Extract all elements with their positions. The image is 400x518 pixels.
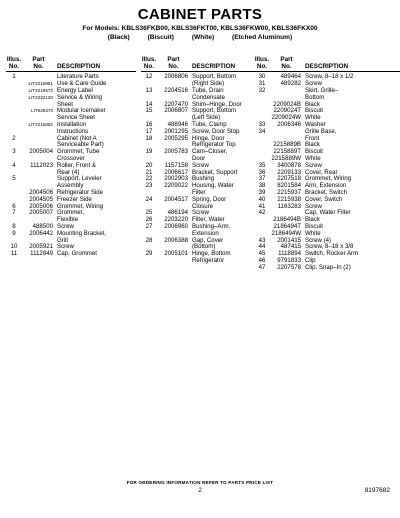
part-description: Housing, Water Filter — [192, 182, 234, 196]
illus-number: 41 — [258, 202, 266, 210]
illus-number: 17 — [145, 127, 153, 135]
variant-white: (White) — [191, 33, 215, 41]
header-part-no: Part No. — [167, 56, 180, 71]
illus-number — [254, 108, 270, 115]
part-number: 2001415 — [277, 236, 301, 244]
part-number: 489282 — [280, 80, 301, 88]
header-description: DESCRIPTION — [57, 63, 101, 71]
part-description: Support, Leveler Assembly — [57, 175, 102, 190]
illus-number — [6, 108, 22, 122]
part-description: Screw — [305, 202, 322, 210]
illus-number: 14 — [145, 100, 153, 108]
part-description: Grommet, Flexible — [57, 209, 85, 224]
part-description: Cover, Switch — [305, 195, 343, 203]
part-description: Filter, Water — [192, 216, 225, 224]
illus-number: 34 — [258, 127, 266, 135]
part-description: Grommet, Wiring — [57, 202, 104, 210]
part-row — [6, 149, 136, 163]
part-number: 1163283 — [277, 202, 301, 210]
header-part-no: Part No. — [280, 56, 293, 71]
part-number: 2207518 — [277, 175, 301, 183]
part-number: LIT2215851 — [28, 81, 53, 87]
column-header — [6, 56, 136, 72]
header-illus-no: Illus. No. — [6, 56, 22, 71]
part-description: Installation Instructions — [57, 120, 89, 135]
part-row — [6, 95, 136, 109]
part-number: 2006346 — [277, 120, 301, 128]
illus-number — [6, 190, 22, 197]
part-description: Biscuit — [305, 148, 323, 156]
illus-number: 19 — [145, 148, 153, 156]
part-number: 2006960 — [164, 222, 188, 230]
part-description: White — [305, 154, 321, 162]
part-number: 2005006 — [29, 202, 53, 210]
part-description: Skirt, Grille– Bottom — [305, 87, 339, 101]
part-description: Gap, Cover (Bottom) — [192, 236, 224, 251]
illus-number: 32 — [258, 87, 266, 94]
part-row — [254, 129, 400, 143]
illus-number: 43 — [258, 236, 266, 244]
variant-biscuit: (Biscuit) — [147, 33, 174, 41]
header-description: DESCRIPTION — [192, 63, 236, 71]
illus-number: 11 — [10, 250, 18, 258]
part-number — [270, 88, 303, 102]
part-number: 488500 — [32, 222, 53, 230]
part-number: 2005295 — [164, 134, 188, 142]
part-number: 2006388 — [164, 236, 188, 244]
illus-number: 38 — [258, 182, 266, 190]
part-number: 2209024T — [273, 107, 301, 115]
illus-number: 12 — [145, 73, 153, 81]
part-number: 2005783 — [164, 148, 188, 156]
part-number — [22, 176, 55, 190]
header-illus-no: Illus. No. — [141, 56, 157, 71]
illus-number — [254, 149, 270, 156]
part-description: Cabinet (Not A Serviceable Part) — [57, 134, 104, 149]
part-number: 2002903 — [164, 175, 188, 183]
part-row — [141, 108, 259, 122]
part-description: Bracket, Switch — [305, 188, 347, 196]
part-description: Screw — [305, 80, 322, 88]
illus-number: 40 — [258, 195, 266, 203]
part-number: 2215889B — [273, 141, 301, 149]
part-description: Black — [305, 216, 320, 224]
illus-number: 5 — [12, 175, 16, 183]
part-number: LIT2215852 — [28, 121, 53, 127]
part-row — [141, 238, 259, 252]
part-description: Clip — [305, 256, 316, 264]
illus-number: 33 — [258, 120, 266, 128]
illus-number: 13 — [145, 87, 153, 94]
page-title: CABINET PARTS — [137, 6, 263, 23]
variant-etched-aluminum: (Etched Aluminum) — [232, 33, 293, 41]
part-number: 2209022 — [164, 182, 188, 190]
part-row — [141, 224, 259, 238]
part-description: Cover, Rear — [305, 168, 338, 176]
illus-number: 45 — [258, 250, 266, 258]
part-row — [141, 149, 259, 163]
part-description: Cam–Closer, Door — [192, 148, 228, 162]
part-number: 2204516 — [164, 87, 188, 94]
illus-number: 16 — [145, 120, 153, 128]
part-row — [254, 197, 400, 204]
part-number — [22, 136, 55, 150]
part-description: Bushing–Arm, Extension — [192, 222, 231, 237]
illus-number: 8 — [12, 222, 16, 230]
part-number: 2004506 — [29, 188, 53, 196]
part-number: 2006807 — [164, 107, 188, 115]
part-row — [141, 197, 259, 211]
illus-number: 23 — [145, 182, 153, 190]
illus-number — [254, 102, 270, 109]
parts-rows — [141, 74, 259, 264]
part-number: 2215937 — [277, 188, 301, 196]
illus-number: 18 — [145, 134, 153, 142]
parts-column-3 — [254, 56, 400, 272]
illus-number: 4 — [12, 161, 16, 169]
part-number: 2005921 — [29, 243, 53, 251]
illus-number — [254, 217, 270, 224]
part-number: 486194 — [167, 209, 188, 217]
illus-number: 39 — [258, 188, 266, 196]
part-number: 2186494B — [273, 216, 301, 224]
illus-number: 29 — [145, 250, 153, 258]
illus-number: 10 — [10, 243, 18, 251]
illus-number: 9 — [12, 229, 16, 237]
part-description: Tube, Drain Condensate — [192, 87, 225, 101]
part-description: Spring, Door Closure — [192, 195, 227, 210]
document-number: 8197682 — [364, 487, 390, 494]
illus-number: 35 — [258, 161, 266, 169]
part-description: Biscuit — [305, 222, 323, 230]
illus-number — [6, 122, 22, 136]
part-row — [6, 251, 136, 258]
header-illus-no: Illus. No. — [254, 56, 270, 71]
part-description: Tube, Clamp — [192, 120, 227, 128]
illus-number: 24 — [145, 195, 153, 203]
column-header — [141, 56, 259, 72]
part-number: 1112849 — [30, 250, 53, 258]
illus-number: 30 — [258, 73, 266, 81]
part-number: 2006617 — [164, 168, 188, 176]
part-description: Support, Bottom (Right Side) — [192, 73, 237, 88]
part-row — [6, 163, 136, 177]
part-description: Freezer Side — [57, 195, 92, 203]
part-description: Screw — [57, 222, 74, 230]
parts-column-1 — [6, 56, 136, 258]
part-number: 2215889T — [273, 148, 301, 156]
part-number: 2209024B — [273, 100, 301, 108]
part-description: Cap, Water Filter — [305, 209, 351, 217]
part-number: 487415 — [280, 243, 301, 251]
part-description: Bushing — [192, 175, 215, 183]
part-number: 2215938 — [277, 195, 301, 203]
part-row — [6, 210, 136, 224]
part-number: 2207578 — [277, 263, 301, 271]
part-number: 2005007 — [29, 209, 53, 217]
illus-number: 27 — [145, 222, 153, 230]
part-number: 2215889W — [271, 154, 301, 162]
illus-number — [6, 81, 22, 88]
parts-column-2 — [141, 56, 259, 265]
illus-number: 42 — [258, 209, 266, 217]
part-number: LIT2222120 — [28, 94, 53, 100]
part-number: 2004505 — [29, 195, 53, 203]
part-description: Cap, Grommet — [57, 250, 97, 258]
part-number: 2001295 — [164, 127, 188, 135]
part-description: White — [305, 114, 321, 122]
part-number: 2004517 — [164, 195, 188, 203]
part-number: 1112023 — [30, 161, 53, 169]
part-number: 2209133 — [277, 168, 301, 176]
part-number: 2005004 — [29, 148, 53, 156]
parts-rows — [6, 74, 136, 258]
illus-number: 7 — [12, 209, 16, 217]
illus-number: 31 — [258, 80, 266, 88]
illus-number: 2 — [12, 134, 16, 142]
part-number: LIT2218572 — [28, 88, 53, 93]
part-description: Washer — [305, 120, 326, 128]
part-description: Hinge, Bottom Refrigerator — [192, 250, 231, 264]
part-row — [6, 108, 136, 122]
part-row — [141, 74, 259, 88]
part-description: White — [305, 229, 321, 237]
models-heading — [0, 25, 400, 42]
illus-number: 28 — [145, 236, 153, 244]
part-description: Black — [305, 141, 320, 149]
part-number — [22, 74, 55, 81]
part-number: 2186494T — [273, 222, 301, 230]
part-description: Modular Icemaker Service Sheet — [57, 107, 106, 122]
part-description: Use & Care Guide — [57, 80, 107, 88]
part-number: LIT628370 — [31, 108, 53, 114]
model-variants — [0, 34, 400, 43]
illus-number — [254, 224, 270, 231]
part-description: Roller, Front & Rear (4) — [57, 161, 96, 176]
parts-rows — [254, 74, 400, 271]
part-description: Grommet, Tube Crossover — [57, 148, 100, 162]
illus-number: 20 — [145, 161, 153, 169]
part-number: 2006806 — [164, 73, 188, 81]
part-row — [141, 251, 259, 265]
illus-number — [6, 95, 22, 109]
part-number: 1118894 — [278, 250, 301, 258]
part-description: Screw — [192, 209, 209, 217]
part-description: Hinge, Door Refrigerator Top — [192, 134, 236, 149]
illus-number: 15 — [145, 107, 153, 115]
illus-number: 36 — [258, 168, 266, 176]
part-number: 1157158 — [164, 161, 188, 169]
illus-number: 46 — [258, 256, 266, 264]
part-row — [6, 136, 136, 150]
part-number: 489464 — [280, 73, 301, 81]
part-number — [270, 129, 303, 143]
illus-number — [6, 88, 22, 95]
part-description: Screw — [192, 161, 209, 169]
part-number: 2006442 — [29, 229, 53, 237]
part-description: Screw, 8–18 x 1/2 — [305, 73, 354, 81]
illus-number: 6 — [12, 202, 16, 210]
part-description: Screw — [305, 161, 322, 169]
part-row — [6, 231, 136, 245]
illus-number — [254, 142, 270, 149]
part-number: 3400878 — [277, 161, 301, 169]
part-description: Arm, Extension — [305, 182, 347, 190]
column-header — [254, 56, 400, 72]
part-row — [254, 115, 400, 122]
part-description: Literature Parts — [57, 73, 99, 81]
part-description: Grommet, Wiring — [305, 175, 352, 183]
header-part-no: Part No. — [32, 56, 45, 71]
part-row — [254, 88, 400, 102]
part-description: Clip, Snap–In (2) — [305, 263, 351, 271]
illus-number: 47 — [258, 263, 266, 271]
ordering-footer: FOR ORDERING INFORMATION REFER TO PARTS PRICE LIST — [126, 480, 274, 485]
models-line: For Models: KBLS36FKB00, KBLS36FKT00, KBLS36FKW00, KBLS36FKX00 — [82, 25, 318, 32]
part-row — [254, 156, 400, 163]
part-row — [141, 183, 259, 197]
part-number: 2203220 — [164, 216, 188, 224]
part-number: 9791833 — [277, 256, 301, 264]
part-description: Support, Bottom (Left Side) — [192, 107, 237, 122]
part-description: Switch, Rocker Arm — [305, 250, 359, 258]
variant-black: (Black) — [107, 33, 130, 41]
part-description: Bracket, Support — [192, 168, 238, 176]
part-description: Biscuit — [305, 107, 323, 115]
part-description: Energy Label — [57, 87, 93, 94]
illus-number: 21 — [145, 168, 153, 176]
part-description: Shim–Hinge, Door — [192, 100, 242, 108]
illus-number: 25 — [145, 209, 153, 217]
part-number: 488946 — [167, 120, 188, 128]
illus-number: 3 — [12, 148, 16, 156]
part-row — [254, 251, 400, 258]
illus-number: 44 — [258, 243, 266, 251]
part-number: 2186494W — [271, 229, 301, 237]
illus-number: 37 — [258, 175, 266, 183]
part-number: 2005101 — [164, 250, 188, 258]
part-description: Black — [305, 100, 320, 108]
part-description: Service & Wiring Sheet — [57, 93, 103, 108]
part-description: Screw — [57, 243, 74, 251]
part-description: Grille Base, Front — [305, 127, 337, 142]
part-row — [254, 74, 400, 81]
part-description: Screw (4) — [305, 236, 332, 244]
part-row — [141, 88, 259, 102]
part-description: Refrigerator Side — [57, 188, 104, 196]
part-row — [6, 176, 136, 190]
page-number: 2 — [198, 487, 202, 494]
part-description: Mounting Bracket, Grill — [57, 229, 107, 244]
part-description: Screw, Door Stop — [192, 127, 240, 135]
illus-number: 22 — [145, 175, 153, 183]
header-description: DESCRIPTION — [305, 63, 349, 71]
part-number: 2209024W — [271, 114, 301, 122]
part-number: 2207470 — [164, 100, 188, 108]
part-row — [254, 265, 400, 272]
part-number: 8201584 — [277, 182, 301, 190]
part-description: Screw, 8–18 x 3/8 — [305, 243, 354, 251]
illus-number: 26 — [145, 216, 153, 224]
part-row — [6, 122, 136, 136]
part-row — [141, 136, 259, 150]
illus-number: 1 — [12, 73, 16, 81]
